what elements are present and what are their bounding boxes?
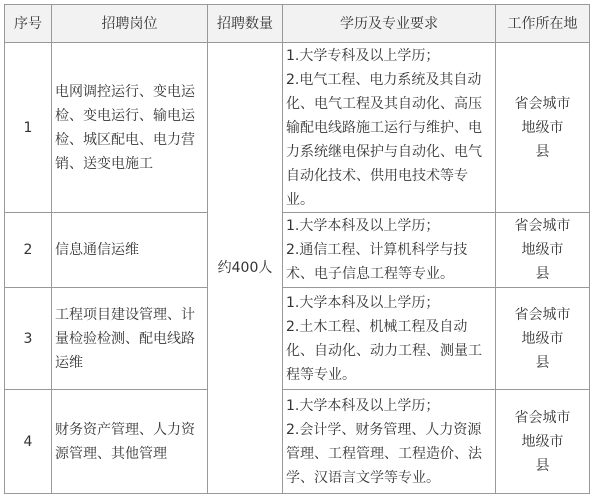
requirement-education: 1.大学本科及以上学历；: [286, 294, 440, 311]
requirement-education: 1.大学专科及以上学历；: [286, 47, 440, 64]
location-prefecture: 地级市: [521, 119, 564, 136]
header-requirements: 学历及专业要求: [283, 5, 496, 43]
table-row: [5, 288, 590, 390]
row-position: 信息通信运维: [52, 213, 208, 288]
header-position: 招聘岗位: [52, 5, 208, 43]
row-no: 3: [5, 288, 52, 390]
row-location: [496, 288, 590, 390]
header-quantity: 招聘数量: [208, 5, 283, 43]
table-header-row: [5, 5, 590, 43]
row-no: 4: [5, 390, 52, 494]
row-requirements: [283, 288, 496, 390]
recruitment-table: [4, 4, 590, 494]
requirement-majors: 2.电气工程、电力系统及其自动化、电气工程及其自动化、高压输配电线路施工运行与维护、电力系统继电保护与自动化、电气自动化技术、供用电技术等专业。: [286, 71, 482, 208]
row-no: 1: [5, 43, 52, 213]
row-no: 2: [5, 213, 52, 288]
row-requirements: [283, 390, 496, 494]
requirement-education: 1.大学本科及以上学历；: [286, 397, 440, 414]
location-provincial: 省会城市: [514, 306, 571, 323]
table-row: [5, 213, 590, 288]
row-position: 工程项目建设管理、计量检验检测、配电线路运维: [52, 288, 208, 390]
location-provincial: 省会城市: [514, 409, 571, 426]
location-provincial: 省会城市: [514, 95, 571, 112]
requirement-majors: 2.通信工程、计算机科学与技术、电子信息工程等专业。: [286, 242, 468, 282]
table-row: [5, 43, 590, 213]
requirement-education: 1.大学本科及以上学历；: [286, 218, 440, 234]
row-requirements: [283, 213, 496, 288]
location-county: 县: [535, 143, 550, 160]
location-county: 县: [535, 457, 550, 474]
location-county: 县: [535, 354, 550, 371]
requirement-majors: 2.土木工程、机械工程及自动化、自动化、动力工程、测量工程等专业。: [286, 318, 482, 383]
location-prefecture: 地级市: [521, 330, 564, 347]
row-position: 电网调控运行、变电运检、变电运行、输电运检、城区配电、电力营销、送变电施工: [52, 43, 208, 213]
header-location: 工作所在地: [496, 5, 590, 43]
location-prefecture: 地级市: [521, 242, 564, 258]
row-location: [496, 213, 590, 288]
requirement-majors: 2.会计学、财务管理、人力资源管理、工程管理、工程造价、法学、汉语言文学等专业。: [286, 421, 482, 486]
row-location: [496, 43, 590, 213]
header-no: 序号: [5, 5, 52, 43]
row-requirements: [283, 43, 496, 213]
location-provincial: 省会城市: [514, 218, 571, 234]
location-prefecture: 地级市: [521, 433, 564, 450]
location-county: 县: [535, 266, 550, 282]
row-quantity: 约400人: [208, 43, 283, 494]
table-row: [5, 390, 590, 494]
row-location: [496, 390, 590, 494]
row-position: 财务资产管理、人力资源管理、其他管理: [52, 390, 208, 494]
